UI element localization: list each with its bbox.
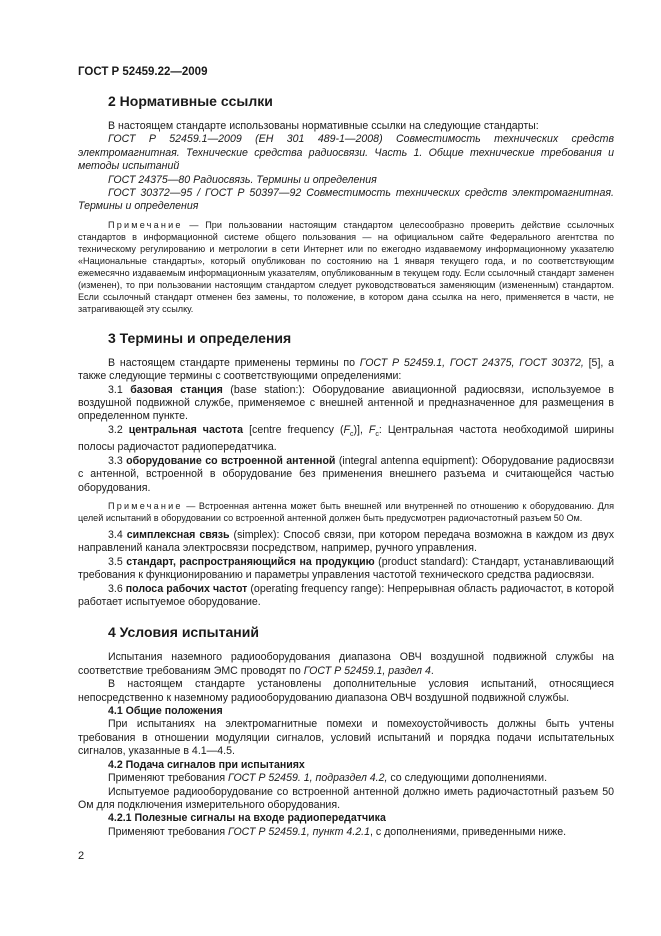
section-3-intro: В настоящем стандарте применены термины по ГОСТ Р 52459.1, ГОСТ 24375, ГОСТ 30372, [5], а также следующие термины с соответствующими определениями: xyxy=(78,356,614,383)
section-2-heading: 2 Нормативные ссылки xyxy=(108,93,273,109)
page-number: 2 xyxy=(78,850,85,862)
section-3-note: Примечание — Встроенная антенна может быть внешней или внутренней по отношению к оборудованию. Для целей испытаний в оборудовании со встроенной антенной должен быть предусмотрен радиочастотный разъем 50 Ом. xyxy=(78,501,614,524)
term-3-4: 3.4 симплексная связь (simplex): Способ связи, при котором передача возможна в каждом из двух направлений канала электросвязи посредством, например, ручного управления. xyxy=(78,529,614,555)
normative-reference: ГОСТ 24375—80 Радиосвязь. Термины и определения xyxy=(108,173,377,186)
subsection-4-2-text: Применяют требования ГОСТ Р 52459. 1, подраздел 4.2, со следующими дополнениями. xyxy=(108,772,548,785)
normative-reference: ГОСТ Р 52459.1—2009 (ЕН 301 489-1—2008) Совместимость технических средств электромагнитная. Технические средства радиосвязи. Часть 1. Общие технические требования и методы испытаний xyxy=(78,133,614,173)
normative-reference: ГОСТ 30372—95 / ГОСТ Р 50397—92 Совместимость технических средств электромагнитная. Термины и определения xyxy=(78,187,614,213)
subsection-4-2-1-heading: 4.2.1 Полезные сигналы на входе радиопередатчика xyxy=(108,812,386,825)
section-2-intro: В настоящем стандарте использованы нормативные ссылки на следующие стандарты: xyxy=(108,120,539,132)
term-3-6: 3.6 полоса рабочих частот (operating frequency range): Непрерывная область радиочастот, в которой работает испытуемое оборудование. xyxy=(78,582,615,609)
section-2-note: Примечание — При пользовании настоящим стандартом целесообразно проверить действие ссылочных стандартов в информационной системе общего пользования — на официальном сайте Федерального агентства по техническому регулированию и метрологии в сети Интернет или по ежегодно издаваемому информационному указателю «Национальные стандарты», который опубликован по состоянию на 1 января текущего года, и по соответствующим ежемесячно издаваемым информационным указателям, опубликованным в текущем году. Если ссылочный стандарт заменен (изменен), то при пользовании настоящим стандартом следует руководствоваться заменяющим (измененным) стандартом. Если ссылочный стандарт отменен без замены, то положение, в котором дана ссылка на него, применяется в части, не затрагивающей эту ссылку. xyxy=(78,219,614,314)
subsection-4-1-text: При испытаниях на электромагнитные помехи и помехоустойчивость должны быть учтены требования в отношении модуляции сигналов, условий испытаний и порядка подачи испытательных сигналов, указанные в 4.1—4.5. xyxy=(78,718,614,758)
page-body xyxy=(78,92,614,839)
running-header: ГОСТ Р 52459.22—2009 xyxy=(78,66,208,78)
section-4-paragraph: Испытания наземного радиооборудования диапазона ОВЧ воздушной подвижной службы на соответствие требованиям ЭМС проводят по ГОСТ Р 52459.1, раздел 4. xyxy=(78,651,614,677)
subsection-4-1-heading: 4.1 Общие положения xyxy=(108,705,223,718)
section-4-paragraph: В настоящем стандарте установлены дополнительные условия испытаний, относящиеся непосредственно к наземному радиооборудованию диапазона ОВЧ воздушной подвижной службы. xyxy=(78,678,614,704)
subsection-4-2-text: Испытуемое радиооборудование со встроенной антенной должно иметь радиочастотный разъем 50 Ом для подключения измерительного оборудования. xyxy=(78,785,614,811)
section-3-heading: 3 Термины и определения xyxy=(108,329,292,346)
term-3-5: 3.5 стандарт, распространяющийся на продукцию (product standard): Стандарт, устанавливающий требования к функционированию и параметры управления частотой технического средства радиосвязи. xyxy=(78,555,614,582)
term-3-1: 3.1 базовая станция (base station:): Оборудование авиационной радиосвязи, используемое в воздушной подвижной службе, применяемое с внешней антенной и предназначенное для размещения в определенном пункте. xyxy=(78,383,615,423)
term-3-3: 3.3 оборудование со встроенной антенной (integral antenna equipment): Оборудование радиосвязи с антенной, встроенной в оборудование без применения внешнего разъема и считающейся частью оборудования. xyxy=(78,454,615,494)
subsection-4-2-1-text: Применяют требования ГОСТ Р 52459.1, пункт 4.2.1, с дополнениями, приведенными ниже. xyxy=(108,825,567,838)
section-4-heading: 4 Условия испытаний xyxy=(108,624,259,641)
subsection-4-2-heading: 4.2 Подача сигналов при испытаниях xyxy=(108,758,305,771)
term-3-2: 3.2 центральная частота [centre frequency $(F_c)$], $F_c$: Центральная частота необходимой ширины полосы радиочастот радиопередатчика. xyxy=(78,423,615,454)
